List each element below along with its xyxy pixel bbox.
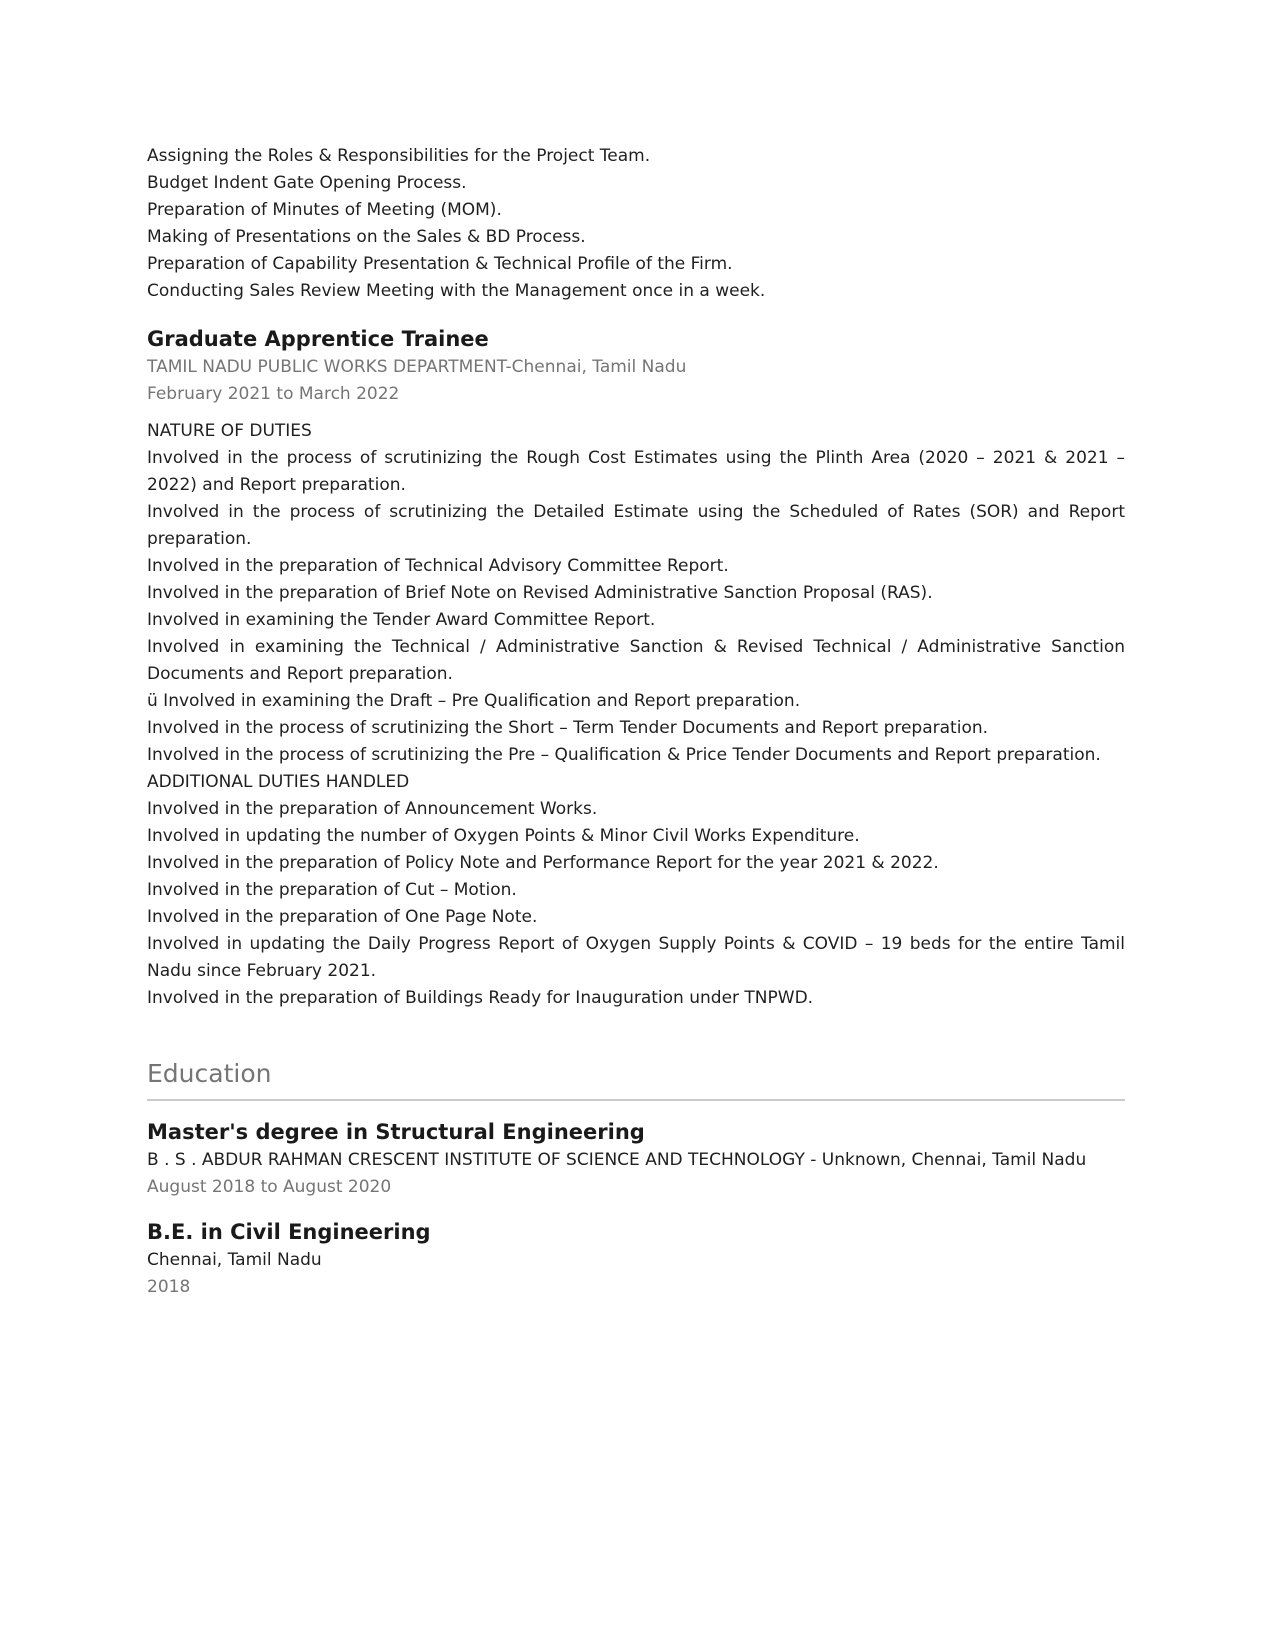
job-duty-line: Involved in updating the number of Oxygen Points & Minor Civil Works Expenditure. <box>147 826 860 846</box>
job-duties-list <box>147 418 1125 1012</box>
job-duty-line: Involved in the preparation of Announcement Works. <box>147 799 598 819</box>
education-divider <box>147 1099 1125 1101</box>
education-dates: August 2018 to August 2020 <box>147 1177 392 1197</box>
job-duty-line: Involved in the preparation of Buildings Ready for Inauguration under TNPWD. <box>147 988 814 1008</box>
job-title: Graduate Apprentice Trainee <box>147 327 489 351</box>
job-duty-line: Involved in the process of scrutinizing the Short – Term Tender Documents and Report preparation. <box>147 718 989 738</box>
job-duty-line: Involved in the preparation of Brief Note on Revised Administrative Sanction Proposal (RAS). <box>147 583 933 603</box>
education-school-location: B . S . ABDUR RAHMAN CRESCENT INSTITUTE OF SCIENCE AND TECHNOLOGY - Unknown, Chennai, Tamil Nadu <box>147 1150 1087 1170</box>
job-duty-line: ü Involved in examining the Draft – Pre Qualification and Report preparation. <box>147 691 801 711</box>
job-company-location: TAMIL NADU PUBLIC WORKS DEPARTMENT-Chennai, Tamil Nadu <box>147 357 687 377</box>
job-duty-line: Involved in updating the Daily Progress Report of Oxygen Supply Points & COVID – 19 beds for the entire Tamil Nadu since February 2021. <box>147 934 1125 981</box>
prior-role-duties-section <box>147 143 1125 305</box>
job-duty-line: Involved in the preparation of One Page Note. <box>147 907 538 927</box>
job-duty-line: NATURE OF DUTIES <box>147 421 312 441</box>
job-duty-line: Involved in the preparation of Cut – Motion. <box>147 880 517 900</box>
job-dates: February 2021 to March 2022 <box>147 384 400 404</box>
education-entries <box>147 1117 1125 1301</box>
job-duty-line: Involved in the preparation of Policy Note and Performance Report for the year 2021 & 2022. <box>147 853 939 873</box>
work-experience-entry <box>147 324 1125 1012</box>
education-section-heading: Education <box>147 1059 272 1088</box>
responsibility-line: Conducting Sales Review Meeting with the Management once in a week. <box>147 281 766 301</box>
job-duty-line: ADDITIONAL DUTIES HANDLED <box>147 772 410 792</box>
education-entry <box>147 1217 1125 1301</box>
education-degree: B.E. in Civil Engineering <box>147 1220 431 1244</box>
job-duty-line: Involved in the process of scrutinizing the Rough Cost Estimates using the Plinth Area (2020 – 2021 & 2021 – 2022) and Report preparation. <box>147 448 1125 495</box>
education-dates: 2018 <box>147 1277 191 1297</box>
responsibility-line: Preparation of Minutes of Meeting (MOM). <box>147 200 502 220</box>
job-duty-line: Involved in examining the Technical / Administrative Sanction & Revised Technical / Administrative Sanction Documents and Report preparation. <box>147 637 1125 684</box>
responsibility-line: Making of Presentations on the Sales & BD Process. <box>147 227 586 247</box>
education-degree: Master's degree in Structural Engineering <box>147 1120 645 1144</box>
education-entry <box>147 1117 1125 1201</box>
job-duty-line: Involved in the process of scrutinizing the Detailed Estimate using the Scheduled of Rates (SOR) and Report preparation. <box>147 502 1125 549</box>
job-duty-line: Involved in the preparation of Technical Advisory Committee Report. <box>147 556 729 576</box>
education-school-location: Chennai, Tamil Nadu <box>147 1250 322 1270</box>
job-duty-line: Involved in the process of scrutinizing the Pre – Qualification & Price Tender Documents and Report preparation. <box>147 745 1101 765</box>
responsibility-line: Assigning the Roles & Responsibilities for the Project Team. <box>147 146 651 166</box>
responsibility-line: Preparation of Capability Presentation & Technical Profile of the Firm. <box>147 254 733 274</box>
education-section <box>147 1058 1125 1301</box>
job-duty-line: Involved in examining the Tender Award Committee Report. <box>147 610 656 630</box>
responsibility-line: Budget Indent Gate Opening Process. <box>147 173 467 193</box>
